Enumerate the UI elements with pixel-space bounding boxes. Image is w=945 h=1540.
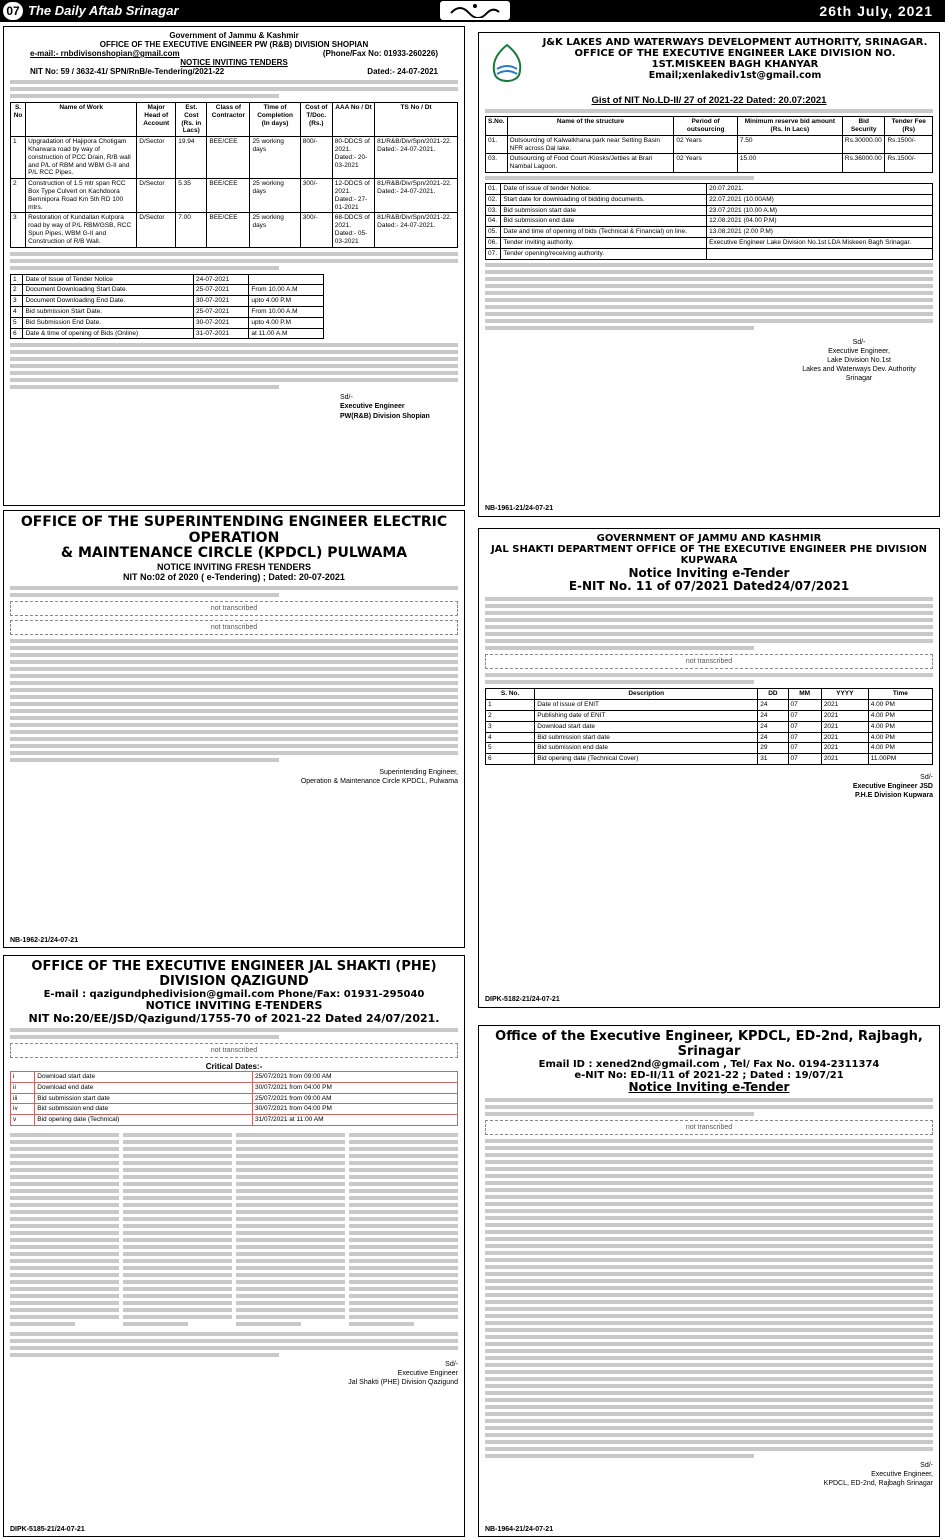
table-cell: Bid opening date (Technical Cover) xyxy=(535,754,758,765)
table-header-cell: S. No xyxy=(11,103,26,137)
paper-name: The Daily Aftab Srinagar xyxy=(28,3,179,18)
table-cell: 3 xyxy=(486,721,535,732)
table-cell: 2021 xyxy=(821,711,868,722)
body-text-placeholder xyxy=(10,343,458,389)
schedule-table-placeholder: not transcribed xyxy=(10,620,458,635)
table-cell: Download start date xyxy=(35,1071,253,1082)
table-row xyxy=(11,285,324,296)
table-header-cell: YYYY xyxy=(821,689,868,700)
signature-line: Executive Engineer, xyxy=(871,1471,933,1478)
ad-nit-no: NIT No: 59 / 3632-41/ SPN/RnB/e-Tendering/2021-22 xyxy=(30,67,225,76)
table-cell xyxy=(707,248,933,259)
masthead-logo xyxy=(440,1,510,20)
ad-line2: & MAINTENANCE CIRCLE (KPDCL) PULWAMA xyxy=(60,545,408,562)
works-table-placeholder: not transcribed xyxy=(10,601,458,616)
body-text-placeholder xyxy=(485,109,933,113)
table-cell: i xyxy=(11,1071,35,1082)
table-header-cell: DD xyxy=(758,689,788,700)
signature-line: Operation & Maintenance Circle KPDCL, Pulwama xyxy=(300,778,458,786)
body-text-placeholder xyxy=(10,639,458,762)
table-cell: BEE/CEE xyxy=(207,179,250,213)
body-text-placeholder xyxy=(485,263,933,330)
table-header-cell: Minimum reserve bid amount (Rs. In Lacs) xyxy=(737,117,842,136)
body-text-placeholder xyxy=(10,1028,458,1039)
table-cell: 01. xyxy=(486,135,508,154)
table-row xyxy=(11,296,324,307)
table-cell: 25 working days xyxy=(250,213,300,247)
table-header-cell: S.No. xyxy=(486,117,508,136)
table-cell: 25/07/2021 from 09:00 AM xyxy=(252,1093,457,1104)
ad-title: NOTICE INVITING TENDERS xyxy=(180,58,288,67)
table-cell: 68-DDCS of 2021. Dated:- 05-03-2021 xyxy=(332,213,374,247)
table-cell: 07 xyxy=(788,732,821,743)
signature-line: Executive Engineer xyxy=(340,403,405,411)
table-cell: 7.50 xyxy=(737,135,842,154)
table-cell: upto 4.00 P.M xyxy=(249,296,323,307)
table-cell: 4 xyxy=(486,732,535,743)
table-cell: Date of issue of tender Notice. xyxy=(501,183,707,194)
body-text-placeholder xyxy=(10,80,458,98)
table-cell: Rs.36000.00 xyxy=(842,154,885,173)
signature-line: Lakes and Waterways Dev. Authority xyxy=(802,365,916,373)
table-cell: 3 xyxy=(11,296,23,307)
table-cell: 30/07/2021 from 04:00 PM xyxy=(252,1104,457,1115)
body-text-placeholder xyxy=(485,1098,933,1116)
table-header-cell: S. No. xyxy=(486,689,535,700)
table-row xyxy=(486,700,933,711)
table-cell: Bid opening date (Technical) xyxy=(35,1115,253,1126)
table-row xyxy=(11,1104,458,1115)
table-row xyxy=(486,732,933,743)
table-row xyxy=(11,306,324,317)
lcma-logo-icon xyxy=(487,43,527,87)
table-row xyxy=(486,754,933,765)
table-cell: Upgradation of Hajipora Chotigam Kharwara road by way of construction of PCC Drain, R/B wall and P/L of RBM and WBM G-II and P/L RCC Pipes. xyxy=(26,137,137,179)
schedule-table xyxy=(10,274,324,340)
body-text-placeholder xyxy=(485,673,933,684)
table-cell: 2021 xyxy=(821,721,868,732)
ad-email: Email;xenlakediv1st@gmail.com xyxy=(648,69,822,81)
ad-title: Notice Inviting e-Tender xyxy=(628,1080,790,1095)
tender-ad-lakes-waterways xyxy=(478,32,940,517)
table-cell: 5.35 xyxy=(176,179,207,213)
signature-line: KPDCL, ED-2nd, Rajbagh Srinagar xyxy=(823,1480,933,1488)
table-cell: Rs.30000.00 xyxy=(842,135,885,154)
table-row xyxy=(11,1093,458,1104)
signature-line: Sd/- xyxy=(445,1360,458,1368)
table-row xyxy=(11,137,458,179)
table-cell: 800/- xyxy=(300,137,332,179)
table-header-cell: Time xyxy=(868,689,932,700)
ad-phone: (Phone/Fax No: 01933-260226) xyxy=(322,49,438,58)
body-text-placeholder xyxy=(485,176,933,180)
table-cell: Download end date xyxy=(35,1082,253,1093)
table-cell: 12.08.2021 (04.00 P.M) xyxy=(707,216,933,227)
signature-line: P.H.E Division Kupwara xyxy=(854,792,933,800)
signature-line: Sd/- xyxy=(340,394,353,402)
table-cell: 07. xyxy=(486,248,501,259)
signature-line: Jal Shakti (PHE) Division Qazigund xyxy=(348,1379,458,1387)
table-cell: v xyxy=(11,1115,35,1126)
table-cell: 2021 xyxy=(821,743,868,754)
table-cell: 2021 xyxy=(821,754,868,765)
table-cell: 22.07.2021 (10.00AM) xyxy=(707,194,933,205)
ad-email: E-mail : qazigundphedivision@gmail.com Phone/Fax: 01931-295040 xyxy=(43,989,425,1001)
table-cell: BEE/CEE xyxy=(207,213,250,247)
table-cell: at 11.00 A.M xyxy=(249,328,323,339)
ad-dated: Dated:- 24-07-2021 xyxy=(367,67,438,76)
table-cell: Bid submission Start Date. xyxy=(23,306,193,317)
table-cell: D/Sector xyxy=(137,137,176,179)
table-cell: 2 xyxy=(11,285,23,296)
masthead-bar xyxy=(0,0,945,22)
schedule-table xyxy=(485,183,933,260)
table-cell: 300/- xyxy=(300,179,332,213)
table-cell: 1 xyxy=(486,700,535,711)
table-row xyxy=(486,154,933,173)
table-row xyxy=(11,1082,458,1093)
body-text-placeholder xyxy=(10,586,458,597)
table-cell: 4.00 PM xyxy=(868,732,932,743)
tender-ad-kpdcl-rajbagh xyxy=(478,1025,940,1537)
ad-line1: OFFICE OF THE SUPERINTENDING ENGINEER ELECTRIC OPERATION xyxy=(20,514,448,546)
tender-ad-jal-shakti-qazigund xyxy=(3,955,465,1537)
table-cell: Restoration of Kundallan Kutpora road by way of P/L RBM/GSB, RCC Spun Pipes, WBM G-II and Construction of R/B Wall. xyxy=(26,213,137,247)
table-cell: 81/R&B/Div/Spn/2021-22. Dated:- 24-07-2021. xyxy=(375,179,458,213)
table-cell: 07 xyxy=(788,711,821,722)
ad-ref: DIPK-5185-21/24-07-21 xyxy=(10,1526,85,1533)
signature-line: Executive Engineer xyxy=(397,1369,458,1377)
table-cell: 12-DDCS of 2021. Dated:- 27-01-2021 xyxy=(332,179,374,213)
signature-line: Srinagar xyxy=(845,374,873,382)
table-cell: 25-07-2021 xyxy=(193,285,248,296)
table-cell: Tender inviting authority. xyxy=(501,237,707,248)
works-table-placeholder: not transcribed xyxy=(10,1043,458,1058)
table-cell: Download start date xyxy=(535,721,758,732)
table-cell: 03. xyxy=(486,205,501,216)
table-cell: 07 xyxy=(788,743,821,754)
table-cell: 4.00 PM xyxy=(868,700,932,711)
table-cell: 29 xyxy=(758,743,788,754)
table-cell: 5 xyxy=(486,743,535,754)
table-cell: 80-DDCS of 2021. Dated:- 20-03-2021 xyxy=(332,137,374,179)
table-row xyxy=(11,317,324,328)
table-cell: 31-07-2021 xyxy=(193,328,248,339)
table-cell: 31/07/2021 at 11:00 AM xyxy=(252,1115,457,1126)
table-row xyxy=(486,237,933,248)
table-cell: 7.00 xyxy=(176,213,207,247)
ad-title: Notice Inviting e-Tender xyxy=(628,565,790,580)
critical-dates-title: Critical Dates:- xyxy=(205,1061,263,1071)
table-cell: upto 4.00 P.M xyxy=(249,317,323,328)
ad-line1: GOVERNMENT OF JAMMU AND KASHMIR xyxy=(596,533,822,544)
table-cell: From 10.00 A.M xyxy=(249,285,323,296)
table-cell: 03. xyxy=(486,154,508,173)
table-row xyxy=(486,205,933,216)
table-cell: 1 xyxy=(11,137,26,179)
ad-line2: OFFICE OF THE EXECUTIVE ENGINEER LAKE DIVISION NO. 1ST.MISKEEN BAGH KHANYAR xyxy=(574,48,896,71)
table-row xyxy=(486,183,933,194)
table-cell: 05. xyxy=(486,227,501,238)
table-cell: Bid submission end date xyxy=(501,216,707,227)
table-cell: Date of Issue of Tender Notice xyxy=(23,274,193,285)
table-row xyxy=(486,227,933,238)
table-header-cell: Cost of T/Doc. (Rs.) xyxy=(300,103,332,137)
table-cell: 25 working days xyxy=(250,137,300,179)
body-text-placeholder xyxy=(10,1332,458,1357)
table-cell: Date and time of opening of bids (Technical & Financial) on line. xyxy=(501,227,707,238)
table-cell: Document Downloading Start Date. xyxy=(23,285,193,296)
table-cell: 4.00 PM xyxy=(868,721,932,732)
table-cell: 2021 xyxy=(821,732,868,743)
ad-line1: J&K LAKES AND WATERWAYS DEVELOPMENT AUTHORITY, SRINAGAR. xyxy=(542,37,928,48)
table-cell: iii xyxy=(11,1093,35,1104)
ad-line2: OFFICE OF THE EXECUTIVE ENGINEER PW (R&B) DIVISION SHOPIAN xyxy=(99,40,369,49)
table-cell: 6 xyxy=(486,754,535,765)
table-header-cell: Name of the structure xyxy=(507,117,674,136)
critical-dates-table xyxy=(10,1071,458,1126)
table-cell: Bid submission end date xyxy=(535,743,758,754)
ad-ref: NB-1961-21/24-07-21 xyxy=(485,505,554,512)
table-row xyxy=(486,194,933,205)
ad-line2: JAL SHAKTI DEPARTMENT OFFICE OF THE EXECUTIVE ENGINEER PHE DIVISION KUPWARA xyxy=(490,544,928,567)
table-cell: Executive Engineer Lake Division No.1st LDA Miskeen Bagh Srinagar. xyxy=(707,237,933,248)
ad-title: NOTICE INVITING E-TENDERS xyxy=(145,999,323,1013)
table-cell: 15.00 xyxy=(737,154,842,173)
table-cell: 01. xyxy=(486,183,501,194)
signature-line: Executive Engineer, xyxy=(828,347,890,355)
signature-line: Sd/- xyxy=(920,1461,933,1469)
table-cell: 300/- xyxy=(300,213,332,247)
ad-email: Email ID : xened2nd@gmail.com , Tel/ Fax No. 0194-2311374 xyxy=(538,1059,880,1071)
table-row xyxy=(486,135,933,154)
table-cell: 81/R&B/Div/Spn/2021-22. Dated:- 24-07-2021. xyxy=(375,213,458,247)
table-cell: Construction of 1.5 mtr span RCC Box Type Culvert on Kachdoora Bemnipora Road Km 5th RD 100 mtrs. xyxy=(26,179,137,213)
table-cell: 24 xyxy=(758,700,788,711)
table-cell: 06. xyxy=(486,237,501,248)
table-header-cell: Time of Completion (In days) xyxy=(250,103,300,137)
table-cell: Rs.1500/- xyxy=(885,154,933,173)
table-row xyxy=(11,213,458,247)
table-cell: 02 Years xyxy=(674,154,738,173)
table-cell: 81/R&B/Div/Spn/2021-22. Dated:- 24-07-2021. xyxy=(375,137,458,179)
table-cell: 02. xyxy=(486,194,501,205)
table-header-cell: Major Head of Account xyxy=(137,103,176,137)
ad-nit: NIT No:02 of 2020 ( e-Tendering) ; Dated: 20-07-2021 xyxy=(123,572,345,583)
table-cell: 30/07/2021 from 04:00 PM xyxy=(252,1082,457,1093)
table-cell: 30-07-2021 xyxy=(193,317,248,328)
tender-ad-rnb-shopian xyxy=(3,26,465,506)
table-cell: 13.08.2021 (2.00 P.M) xyxy=(707,227,933,238)
table-cell: Bid submission start date xyxy=(35,1093,253,1104)
table-cell: 24 xyxy=(758,711,788,722)
table-cell xyxy=(249,274,323,285)
table-cell: Rs.1500/- xyxy=(885,135,933,154)
table-row xyxy=(486,711,933,722)
table-row xyxy=(486,216,933,227)
table-cell: D/Sector xyxy=(137,179,176,213)
table-header-cell: Est. Cost (Rs. in Lacs) xyxy=(176,103,207,137)
body-text-placeholder xyxy=(485,597,933,650)
body-text-placeholder xyxy=(10,252,458,270)
table-cell: 24 xyxy=(758,721,788,732)
table-cell: Bid submission end date xyxy=(35,1104,253,1115)
table-cell: From 10.00 A.M xyxy=(249,306,323,317)
table-cell: 4 xyxy=(11,306,23,317)
table-cell: Start date for downloading of bidding documents. xyxy=(501,194,707,205)
ad-nit: NIT No:20/EE/JSD/Qazigund/1755-70 of 2021-22 Dated 24/07/2021. xyxy=(28,1011,440,1025)
table-cell: 25-07-2021 xyxy=(193,306,248,317)
ad-enit: e-NIT No: ED-II/11 of 2021-22 ; Dated : 19/07/21 xyxy=(574,1070,844,1082)
table-cell: 1 xyxy=(11,274,23,285)
table-header-cell: Description xyxy=(535,689,758,700)
table-cell: Outsourcing of Food Court /Kiosks/Jetties at Brari Nambal Lagoon. xyxy=(507,154,674,173)
table-cell: 25 working days xyxy=(250,179,300,213)
table-header-cell: Bid Security xyxy=(842,117,885,136)
table-header-cell: AAA No / Dt xyxy=(332,103,374,137)
table-cell: Document Downloading End Date. xyxy=(23,296,193,307)
table-cell: 02 Years xyxy=(674,135,738,154)
ad-enit: E-NIT No. 11 of 07/2021 Dated24/07/2021 xyxy=(568,579,850,593)
table-cell: 31 xyxy=(758,754,788,765)
works-table xyxy=(10,102,458,248)
table-cell: Date & time of opening of Bids (Online) xyxy=(23,328,193,339)
table-row xyxy=(11,328,324,339)
table-cell: Bid submission start date xyxy=(501,205,707,216)
table-cell: Bid submission start date xyxy=(535,732,758,743)
table-cell: 24 xyxy=(758,732,788,743)
table-cell: 25/07/2021 from 09:00 AM xyxy=(252,1071,457,1082)
tender-ad-phe-kupwara xyxy=(478,528,940,1008)
schedule-table xyxy=(485,688,933,765)
table-cell: Date of issue of ENIT xyxy=(535,700,758,711)
table-cell: Bid Submission End Date. xyxy=(23,317,193,328)
table-header-cell: Name of Work xyxy=(26,103,137,137)
table-header-cell: Tender Fee (Rs) xyxy=(885,117,933,136)
table-row xyxy=(486,721,933,732)
ad-ref: NB-1962-21/24-07-21 xyxy=(10,937,79,944)
ad-ref: NB-1964-21/24-07-21 xyxy=(485,1526,554,1533)
signature-line: Superintending Engineer, xyxy=(379,769,458,777)
signature-line: Sd/- xyxy=(852,338,866,346)
table-header-cell: Class of Contractor xyxy=(207,103,250,137)
signature-line: PW(R&B) Division Shopian xyxy=(340,412,430,420)
table-cell: ii xyxy=(11,1082,35,1093)
table-cell: BEE/CEE xyxy=(207,137,250,179)
table-cell: 19.94 xyxy=(176,137,207,179)
ad-ref: DIPK-5182-21/24-07-21 xyxy=(485,996,560,1003)
table-cell: 11.00PM xyxy=(868,754,932,765)
table-header-cell: TS No / Dt xyxy=(375,103,458,137)
work-details-placeholder: not transcribed xyxy=(485,1120,933,1135)
structures-table xyxy=(485,116,933,173)
works-table-placeholder: not transcribed xyxy=(485,654,933,669)
table-cell: Tender opening/receiving authority. xyxy=(501,248,707,259)
table-cell: Outsourcing of Kalwalkhana park near Setting Basin NFR across Dal lake. xyxy=(507,135,674,154)
table-cell: 30-07-2021 xyxy=(193,296,248,307)
table-row xyxy=(486,248,933,259)
table-cell: 2 xyxy=(486,711,535,722)
table-cell: 6 xyxy=(11,328,23,339)
ad-gist: Gist of NIT No.LD-II/ 27 of 2021-22 Dated: 20.07:2021 xyxy=(591,95,827,107)
table-cell: 3 xyxy=(11,213,26,247)
table-cell: 07 xyxy=(788,700,821,711)
page-number: 07 xyxy=(3,2,23,20)
table-row xyxy=(11,1071,458,1082)
table-cell: 4.00 PM xyxy=(868,711,932,722)
ad-line1: Office of the Executive Engineer, KPDCL, ED-2nd, Rajbagh, Srinagar xyxy=(495,1029,923,1059)
table-cell: 2021 xyxy=(821,700,868,711)
table-cell: iv xyxy=(11,1104,35,1115)
table-cell: Publishing date of ENIT xyxy=(535,711,758,722)
signature-line: Lake Division No.1st xyxy=(827,356,891,364)
ad-line1: OFFICE OF THE EXECUTIVE ENGINEER JAL SHAKTI (PHE) DIVISION QAZIGUND xyxy=(31,959,437,989)
table-cell: 20.07.2021. xyxy=(707,183,933,194)
issue-date: 26th July, 2021 xyxy=(819,3,933,19)
table-header-cell: Period of outsourcing xyxy=(674,117,738,136)
table-cell: 04. xyxy=(486,216,501,227)
tender-ad-kpdcl-pulwama xyxy=(3,510,465,948)
table-row xyxy=(11,179,458,213)
table-cell: 07 xyxy=(788,754,821,765)
table-row xyxy=(11,274,324,285)
table-header-cell: MM xyxy=(788,689,821,700)
table-cell: 24-07-2021 xyxy=(193,274,248,285)
table-cell: D/Sector xyxy=(137,213,176,247)
table-cell: 2 xyxy=(11,179,26,213)
signature-line: Executive Engineer JSD xyxy=(852,783,933,791)
table-row xyxy=(486,743,933,754)
ad-email: e-mail:- rnbdivisonshopian@gmail.com xyxy=(30,49,180,58)
table-cell: 23.07.2021 (10.00 A.M) xyxy=(707,205,933,216)
table-cell: 07 xyxy=(788,721,821,732)
table-row xyxy=(11,1115,458,1126)
signature-line: Sd/- xyxy=(920,774,933,782)
table-cell: 5 xyxy=(11,317,23,328)
table-cell: 4.00 PM xyxy=(868,743,932,754)
body-text-placeholder xyxy=(485,1139,933,1458)
ad-title: NOTICE INVITING FRESH TENDERS xyxy=(156,562,311,573)
ad-line1: Government of Jammu & Kashmir xyxy=(169,31,299,40)
